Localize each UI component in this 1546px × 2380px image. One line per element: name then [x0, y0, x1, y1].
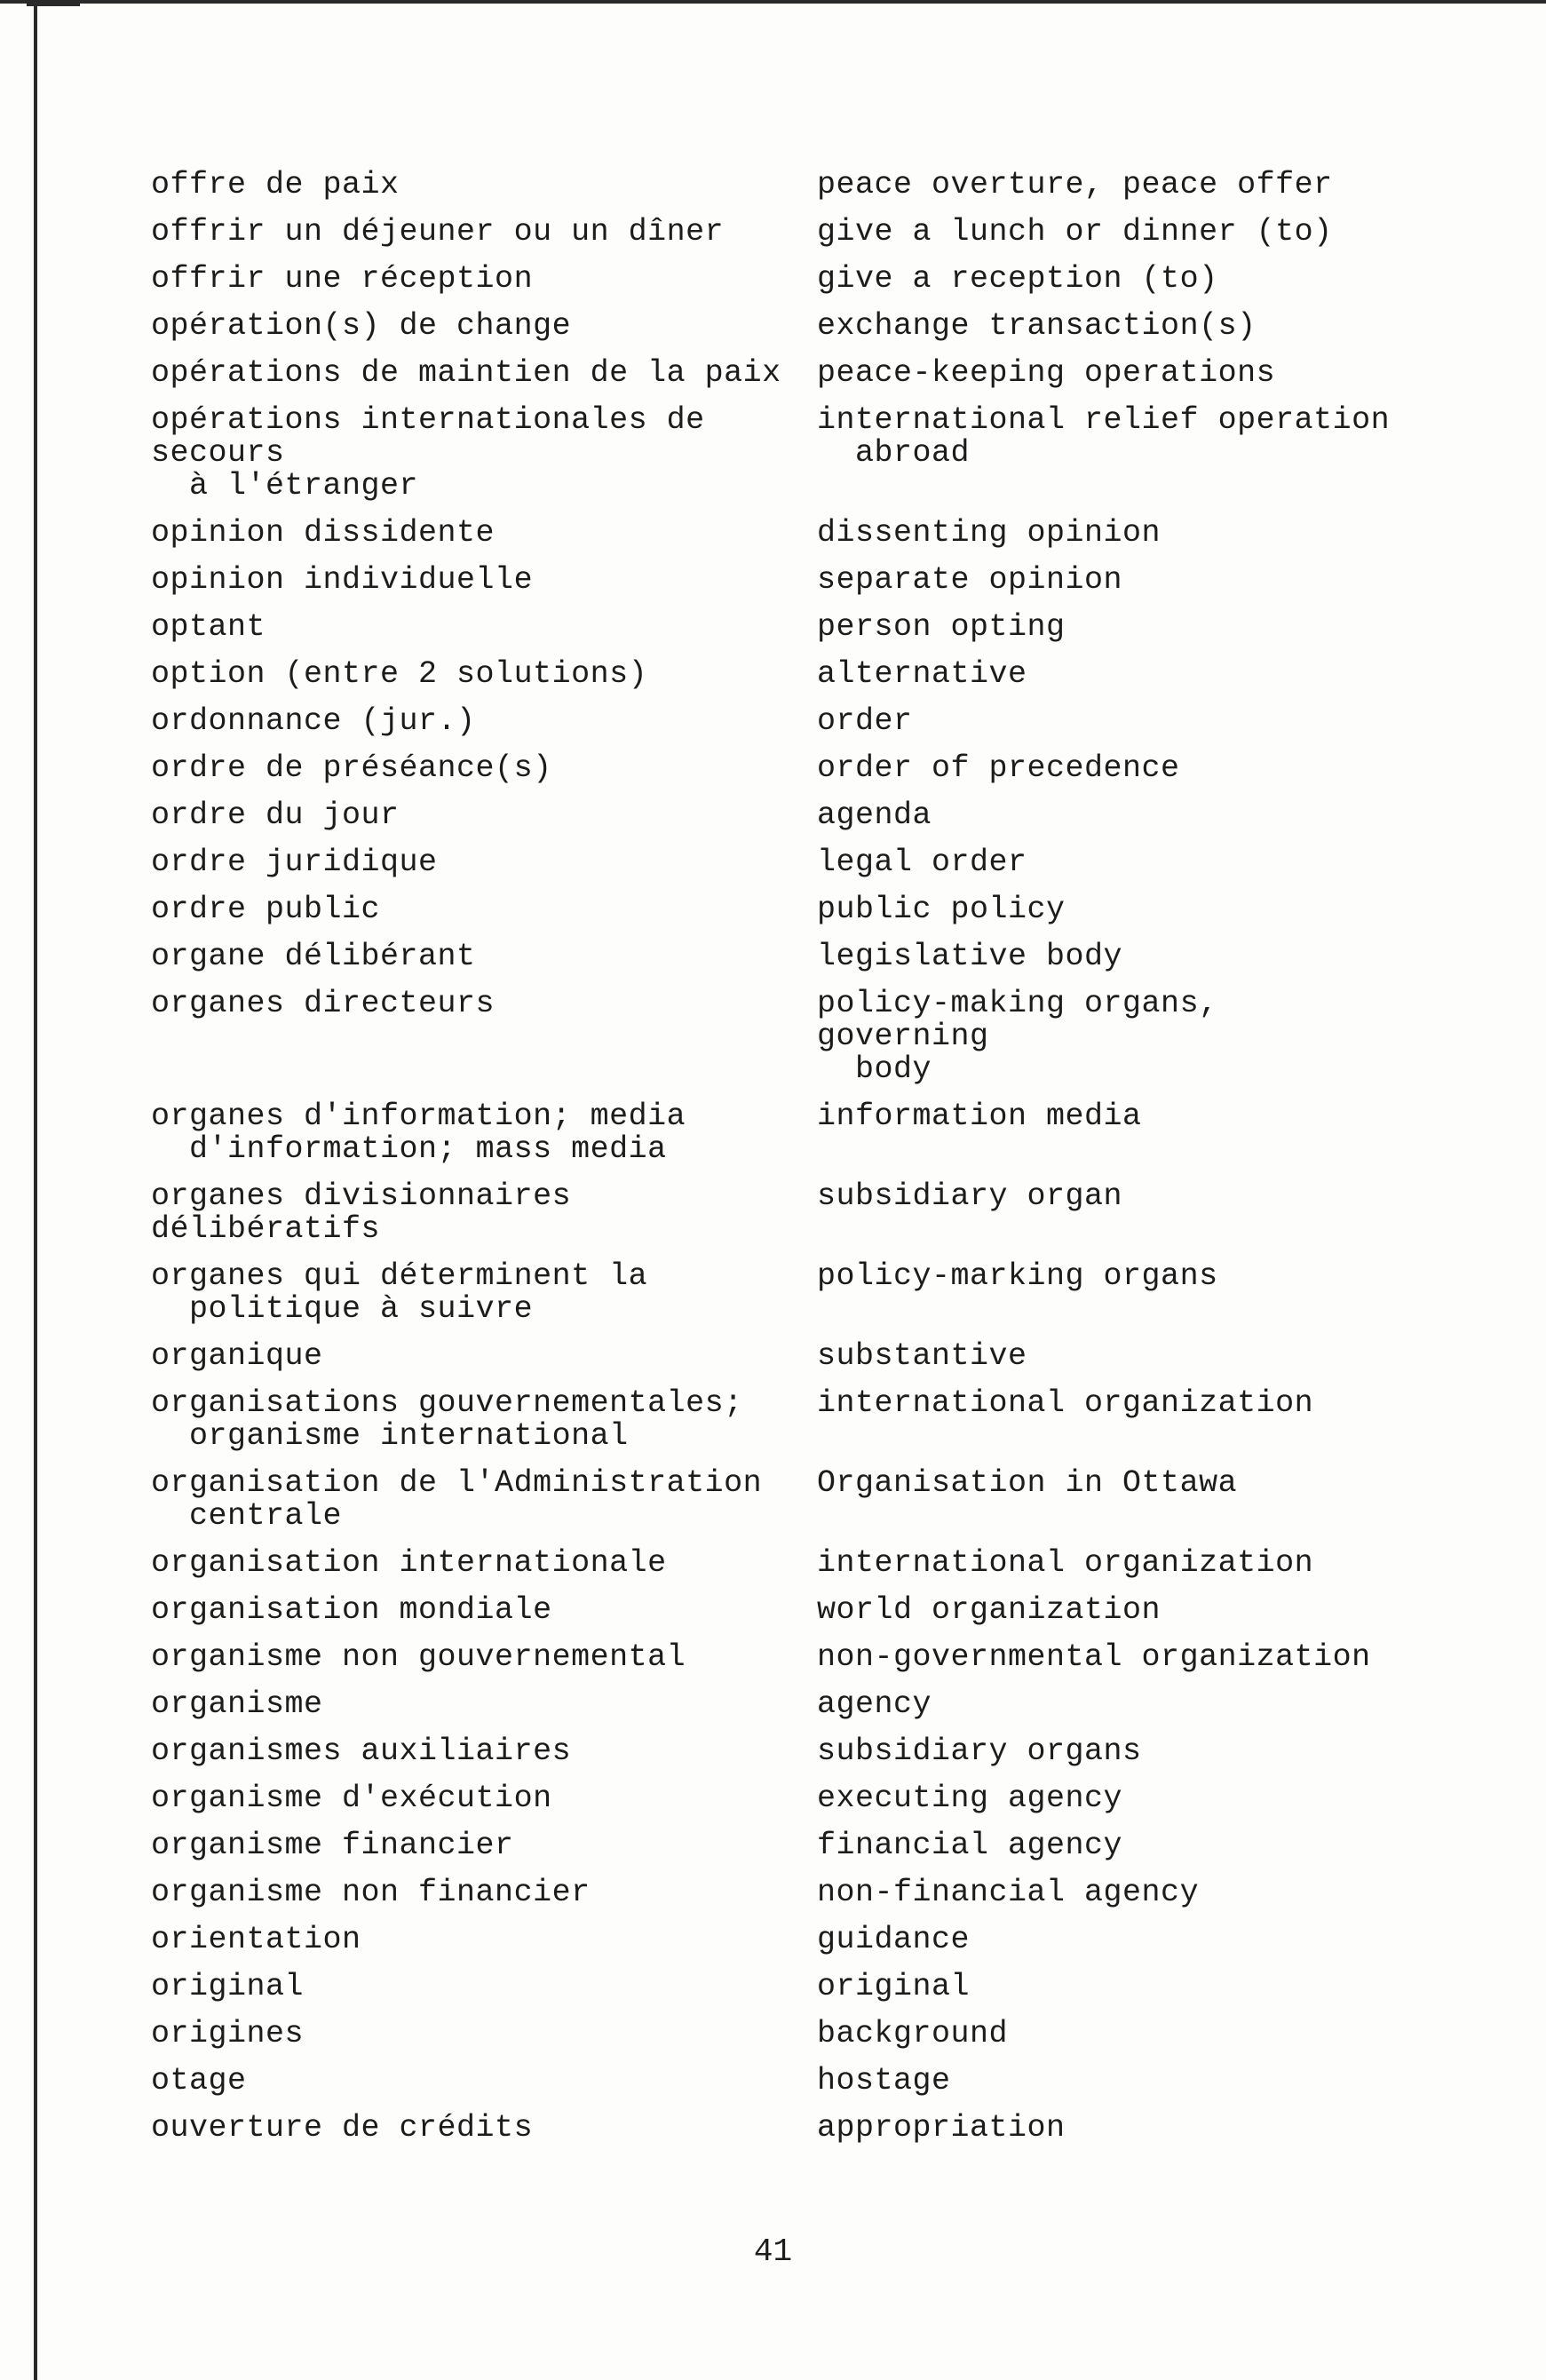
- english-term: dissenting opinion: [817, 515, 1161, 551]
- french-term: ordre du jour: [151, 797, 400, 833]
- french-term: ordre juridique: [151, 845, 438, 880]
- english-term: person opting: [817, 609, 1066, 645]
- french-term: ordonnance (jur.): [151, 703, 476, 739]
- glossary-entry: [151, 705, 1412, 738]
- glossary-entry: [151, 564, 1412, 597]
- french-term: organisme financier: [151, 1828, 514, 1863]
- english-term: international organization: [817, 1385, 1314, 1421]
- english-term: peace-keeping operations: [817, 355, 1276, 391]
- french-term: organisme: [151, 1686, 323, 1722]
- glossary-entry: [151, 1100, 1412, 1166]
- glossary-entry: [151, 2018, 1412, 2051]
- english-term: international organization: [817, 1545, 1314, 1581]
- glossary-entry: [151, 799, 1412, 832]
- glossary-entry: [151, 1829, 1412, 1862]
- glossary-entry: [151, 2065, 1412, 2098]
- english-term: information media: [817, 1099, 1142, 1134]
- english-term: public policy: [817, 892, 1066, 927]
- french-term: original: [151, 1969, 305, 2004]
- english-term: agency: [817, 1686, 932, 1722]
- glossary-entry: [151, 263, 1412, 296]
- english-term: exchange transaction(s): [817, 308, 1257, 344]
- page-number: 41: [753, 2233, 793, 2270]
- english-term: legal order: [817, 845, 1027, 880]
- english-term: subsidiary organs: [817, 1733, 1142, 1769]
- glossary-entry: [151, 1782, 1412, 1815]
- french-term: organique: [151, 1338, 323, 1374]
- french-term: organisme d'exécution: [151, 1781, 552, 1816]
- glossary-entry: [151, 658, 1412, 691]
- glossary-entry: [151, 1387, 1412, 1453]
- english-term: give a reception (to): [817, 261, 1218, 297]
- english-term: Organisation in Ottawa: [817, 1465, 1238, 1501]
- glossary-entry: [151, 893, 1412, 926]
- french-term: optant: [151, 609, 266, 645]
- english-term: financial agency: [817, 1828, 1123, 1863]
- corner-mark: [27, 4, 80, 13]
- glossary-entry: [151, 611, 1412, 644]
- glossary-entry: [151, 169, 1412, 202]
- english-term: policy-marking organs: [817, 1258, 1218, 1294]
- french-term: option (entre 2 solutions): [151, 656, 648, 692]
- french-term: organes qui déterminent la politique à suivre: [151, 1258, 648, 1327]
- french-term: offrir une réception: [151, 261, 534, 297]
- top-border-line: [0, 0, 1546, 4]
- english-term: non-governmental organization: [817, 1639, 1371, 1675]
- french-term: organisation de l'Administration centrale: [151, 1465, 763, 1534]
- english-term: agenda: [817, 797, 932, 833]
- glossary-entry: [151, 404, 1412, 503]
- english-term: subsidiary organ: [817, 1178, 1123, 1214]
- french-term: organisme non financier: [151, 1875, 591, 1910]
- left-binding-line: [34, 5, 37, 2380]
- french-term: organe délibérant: [151, 939, 476, 974]
- french-term: opinion individuelle: [151, 562, 534, 598]
- glossary-entry: [151, 357, 1412, 390]
- english-term: order of precedence: [817, 750, 1180, 786]
- french-term: offre de paix: [151, 167, 400, 202]
- french-term: opérations internationales de secours à l'étranger: [151, 402, 705, 504]
- glossary-entry: [151, 1180, 1412, 1246]
- french-term: orientation: [151, 1922, 361, 1957]
- french-term: ordre public: [151, 892, 381, 927]
- english-term: order: [817, 703, 913, 739]
- english-term: separate opinion: [817, 562, 1123, 598]
- glossary-entry: [151, 940, 1412, 973]
- english-term: alternative: [817, 656, 1027, 692]
- glossary-entry: [151, 1467, 1412, 1533]
- french-term: organes divisionnaires délibératifs: [151, 1178, 591, 1247]
- english-term: give a lunch or dinner (to): [817, 214, 1333, 250]
- english-term: executing agency: [817, 1781, 1123, 1816]
- english-term: non-financial agency: [817, 1875, 1200, 1910]
- english-term: original: [817, 1969, 971, 2004]
- glossary-entry: [151, 752, 1412, 785]
- english-term: guidance: [817, 1922, 971, 1957]
- english-term: world organization: [817, 1592, 1161, 1628]
- english-term: policy-making organs, governing body: [817, 986, 1218, 1087]
- english-term: background: [817, 2016, 1009, 2051]
- glossary-entry: [151, 1260, 1412, 1326]
- glossary-entry: [151, 1924, 1412, 1956]
- glossary-entry: [151, 1876, 1412, 1909]
- english-term: international relief operation abroad: [817, 402, 1391, 471]
- glossary-entry: [151, 216, 1412, 249]
- french-term: organisme non gouvernemental: [151, 1639, 686, 1675]
- glossary-entry: [151, 1594, 1412, 1627]
- english-term: hostage: [817, 2063, 951, 2098]
- french-term: organisation mondiale: [151, 1592, 552, 1628]
- glossary-entry: [151, 1971, 1412, 2003]
- french-term: ouverture de crédits: [151, 2110, 534, 2146]
- glossary-entry: [151, 846, 1412, 879]
- english-term: legislative body: [817, 939, 1123, 974]
- french-term: opinion dissidente: [151, 515, 496, 551]
- glossary-entry: [151, 310, 1412, 343]
- glossary-list: [151, 169, 1412, 2159]
- french-term: otage: [151, 2063, 247, 2098]
- glossary-entry: [151, 1340, 1412, 1373]
- glossary-entry: [151, 1688, 1412, 1721]
- french-term: opérations de maintien de la paix: [151, 355, 781, 391]
- glossary-entry: [151, 1641, 1412, 1674]
- glossary-entry: [151, 1547, 1412, 1580]
- french-term: ordre de préséance(s): [151, 750, 552, 786]
- glossary-entry: [151, 1735, 1412, 1768]
- french-term: organes directeurs: [151, 986, 496, 1021]
- english-term: appropriation: [817, 2110, 1066, 2146]
- french-term: organes d'information; media d'information; mass media: [151, 1099, 686, 1167]
- glossary-entry: [151, 988, 1412, 1086]
- glossary-entry: [151, 2112, 1412, 2145]
- french-term: origines: [151, 2016, 305, 2051]
- english-term: substantive: [817, 1338, 1027, 1374]
- english-term: peace overture, peace offer: [817, 167, 1333, 202]
- french-term: opération(s) de change: [151, 308, 572, 344]
- french-term: organisation internationale: [151, 1545, 667, 1581]
- glossary-entry: [151, 517, 1412, 550]
- french-term: organisations gouvernementales; organisme international: [151, 1385, 743, 1454]
- french-term: offrir un déjeuner ou un dîner: [151, 214, 725, 250]
- french-term: organismes auxiliaires: [151, 1733, 572, 1769]
